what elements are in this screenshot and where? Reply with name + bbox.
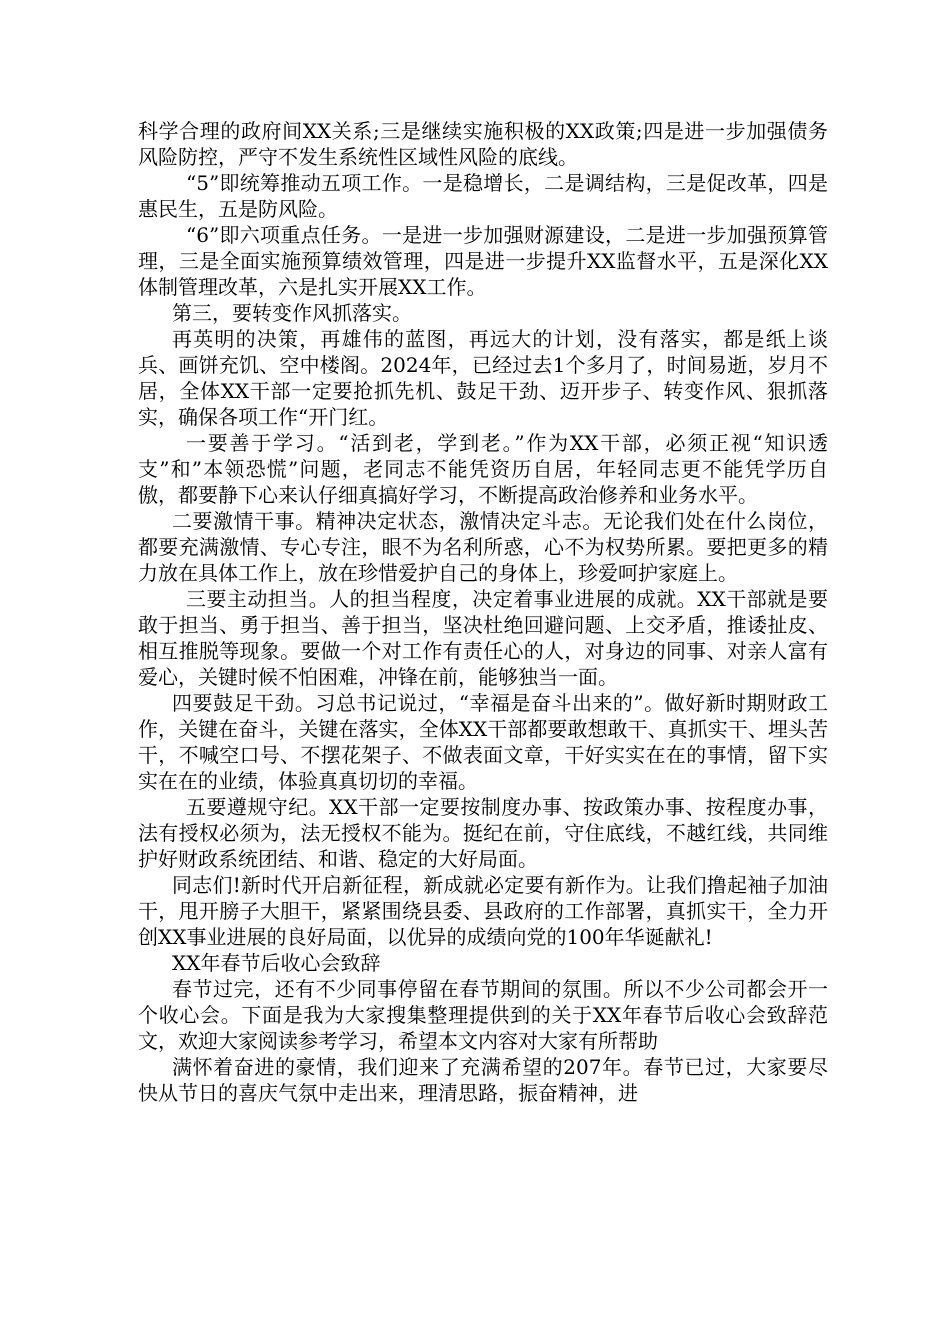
paragraph-7: 二要激情干事。精神决定状态，激情决定斗志。无论我们处在什么岗位，都要充满激情、专心专注，眼不为名利所惑，心不为权势所累。要把更多的精力放在具体工作上，放在珍惜爱护自己的身体上，珍爱呵护家庭上。: [138, 509, 828, 585]
document-body: [138, 118, 828, 1106]
section-heading-3: 第三，要转变作风抓落实。: [172, 301, 412, 325]
paragraph-14: 满怀着奋进的豪情，我们迎来了充满希望的207年。春节已过，大家要尽快从节日的喜庆气氛中走出来，理清思路，振奋精神，进: [138, 1055, 828, 1105]
paragraph-3: “6”即六项重点任务。一是进一步加强财源建设，二是进一步加强预算管理，三是全面实施预算绩效管理，四是进一步提升XX监督水平，五是深化XX体制管理改革，六是扎实开展XX工作。: [138, 223, 828, 299]
paragraph-1: 科学合理的政府间XX关系;三是继续实施积极的XX政策;四是进一步加强债务风险防控，严守不发生系统性区域性风险的底线。: [138, 119, 828, 169]
paragraph-10: 五要遵规守纪。XX干部一定要按制度办事、按政策办事、按程度办事，法有授权必须为，法无授权不能为。挺纪在前，守住底线，不越红线，共同维护好财政系统团结、和谐、稳定的大好局面。: [138, 795, 828, 871]
paragraph-13: 春节过完，还有不少同事停留在春节期间的氛围。所以不少公司都会开一个收心会。下面是我为大家搜集整理提供到的关于XX年春节后收心会致辞范文，欢迎大家阅读参考学习，希望本文内容对大家有所帮助: [138, 977, 828, 1053]
paragraph-11: 同志们!新时代开启新征程，新成就必定要有新作为。让我们撸起袖子加油干，甩开膀子大胆干，紧紧围绕县委、县政府的工作部署，真抓实干，全力开创XX事业进展的良好局面，以优异的成绩向党的100年华诞献礼!: [138, 873, 828, 949]
paragraph-9: 四要鼓足干劲。习总书记说过，“幸福是奋斗出来的”。做好新时期财政工作，关键在奋斗，关键在落实，全体XX干部都要敢想敢干、真抓实干、埋头苦干，不喊空口号、不摆花架子、不做表面文章，干好实实在在的事情，留下实实在在的业绩，体验真真切切的幸福。: [138, 691, 828, 793]
article-title: XX年春节后收心会致辞: [172, 951, 381, 975]
paragraph-8: 三要主动担当。人的担当程度，决定着事业进展的成就。XX干部就是要敢于担当、勇于担当、善于担当，坚决杜绝回避问题、上交矛盾，推诿扯皮、相互推脱等现象。要做一个对工作有责任心的人，对身边的同事、对亲人富有爱心，关键时候不怕困难，冲锋在前，能够独当一面。: [138, 587, 828, 689]
paragraph-5: 再英明的决策，再雄伟的蓝图，再远大的计划，没有落实，都是纸上谈兵、画饼充饥、空中楼阁。2024年，已经过去1个多月了，时间易逝，岁月不居，全体XX干部一定要抢抓先机、鼓足干劲、迈开步子、转变作风、狠抓落实，确保各项工作“开门红。: [138, 327, 828, 429]
paragraph-6: 一要善于学习。“活到老，学到老。”作为XX干部，必须正视“知识透支”和”本领恐慌”问题，老同志不能凭资历自居，年轻同志更不能凭学历自傲，都要静下心来认仔细真搞好学习，不断提高政治修养和业务水平。: [138, 431, 828, 507]
paragraph-2: “5”即统筹推动五项工作。一是稳增长，二是调结构，三是促改革，四是惠民生，五是防风险。: [138, 171, 828, 221]
